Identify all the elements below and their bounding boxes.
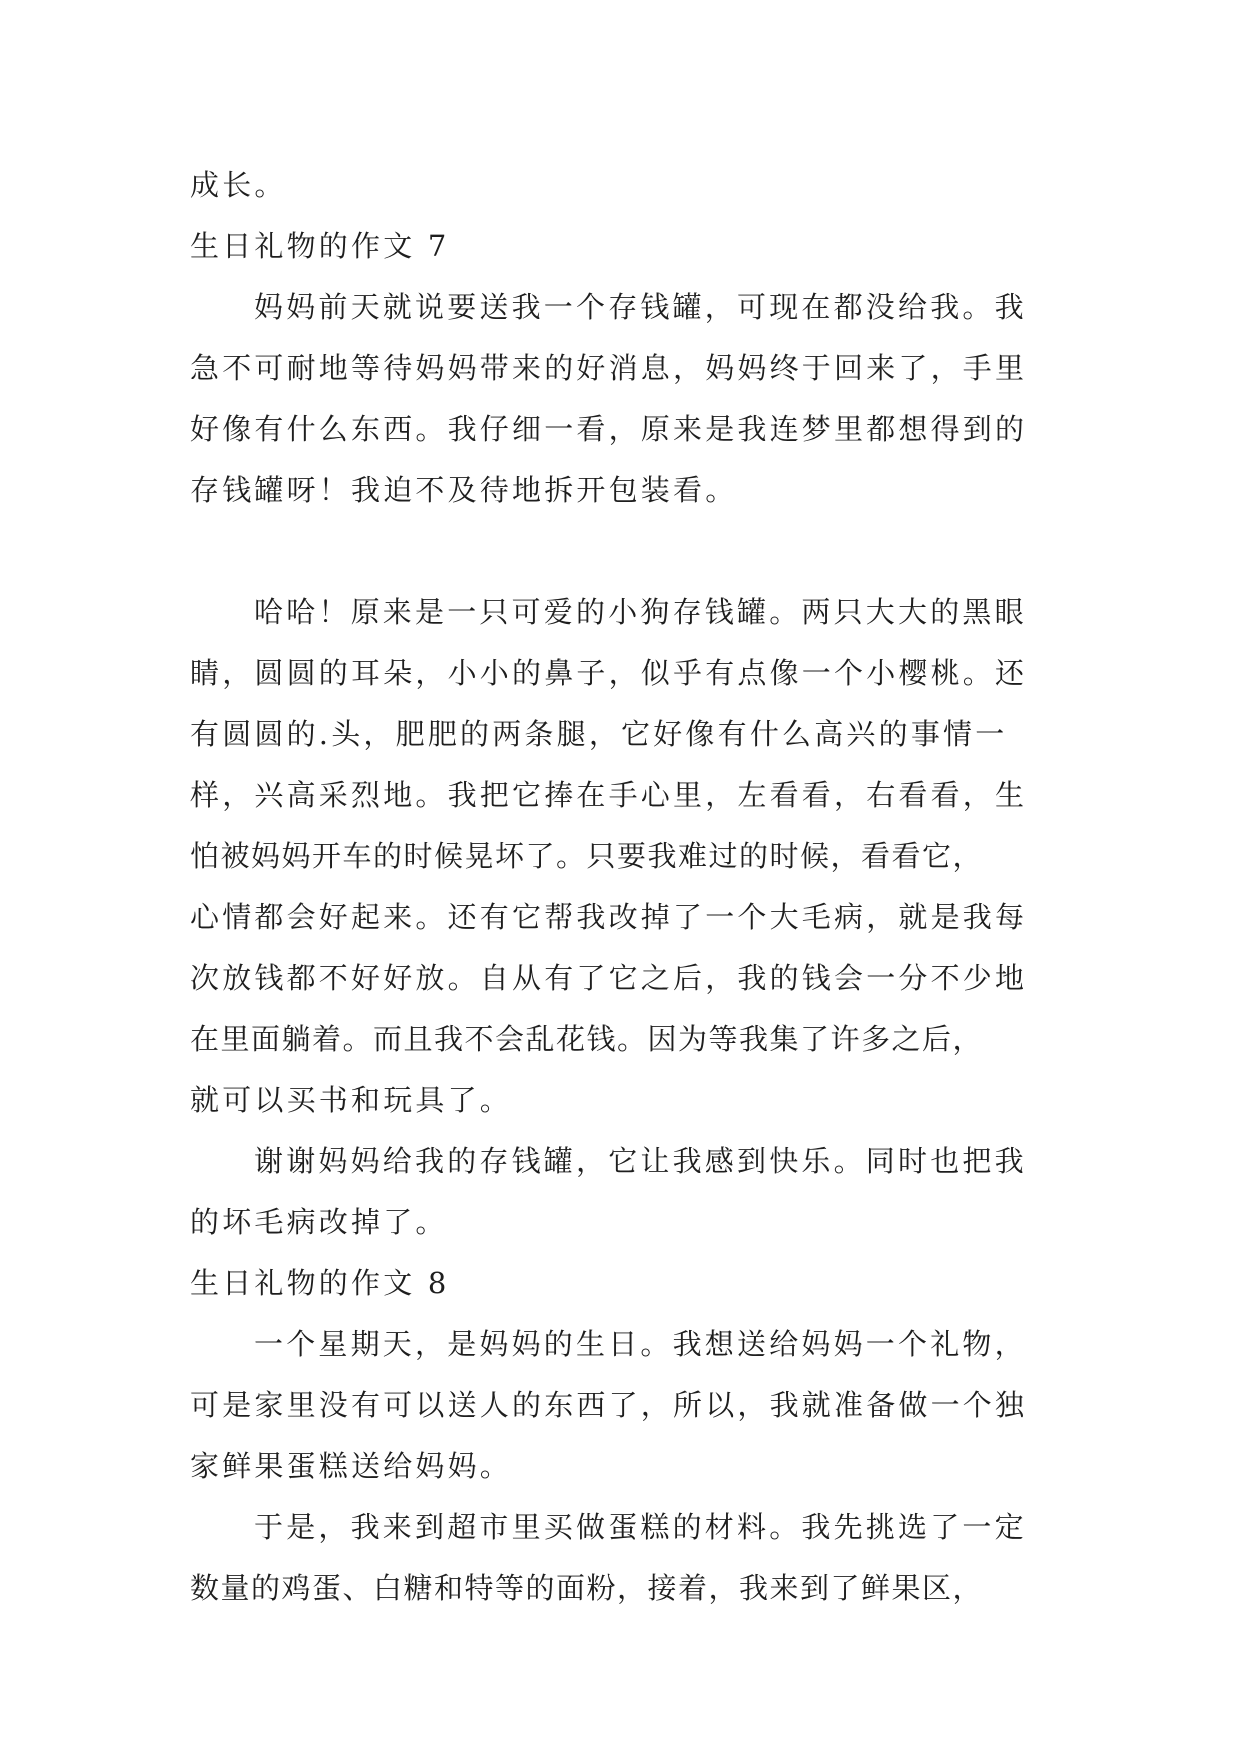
- text-line: 心情都会好起来。还有它帮我改掉了一个大毛病，就是我每: [190, 900, 1028, 934]
- section-heading-8: 生日礼物的作文 8: [190, 1266, 450, 1300]
- document-page: [190, 155, 1070, 1619]
- text-line: 家鲜果蛋糕送给妈妈。: [190, 1449, 513, 1483]
- text-line: 有圆圆的.头，肥肥的两条腿，它好像有什么高兴的事情一: [190, 717, 1008, 751]
- text-line: 睛，圆圆的耳朵，小小的鼻子，似乎有点像一个小樱桃。还: [190, 656, 1028, 690]
- text-line: 样，兴高采烈地。我把它捧在手心里，左看看，右看看，生: [190, 778, 1028, 812]
- paragraph: [190, 1131, 1070, 1253]
- text-line: 就可以买书和玩具了。: [190, 1083, 513, 1117]
- text-line: 妈妈前天就说要送我一个存钱罐，可现在都没给我。我: [254, 290, 1027, 324]
- text-line: 哈哈！原来是一只可爱的小狗存钱罐。两只大大的黑眼: [254, 595, 1027, 629]
- blank-line: [190, 521, 1070, 582]
- text-line: 谢谢妈妈给我的存钱罐，它让我感到快乐。同时也把我: [254, 1144, 1027, 1178]
- paragraph: [190, 1497, 1070, 1619]
- section-heading-7: 生日礼物的作文 7: [190, 229, 450, 263]
- text-line: 于是，我来到超市里买做蛋糕的材料。我先挑选了一定: [254, 1510, 1027, 1544]
- text-line: 数量的鸡蛋、白糖和特等的面粉，接着，我来到了鲜果区，: [190, 1571, 984, 1605]
- paragraph: [190, 582, 1070, 1131]
- text-line: 成长。: [190, 168, 287, 202]
- text-line: 一个星期天，是妈妈的生日。我想送给妈妈一个礼物，: [254, 1327, 1027, 1361]
- text-line: 怕被妈妈开车的时候晃坏了。只要我难过的时候，看看它，: [190, 839, 984, 873]
- text-line: 急不可耐地等待妈妈带来的好消息，妈妈终于回来了，手里: [190, 351, 1028, 385]
- paragraph: [190, 1314, 1070, 1497]
- text-line: 可是家里没有可以送人的东西了，所以，我就准备做一个独: [190, 1388, 1028, 1422]
- text-line: 的坏毛病改掉了。: [190, 1205, 448, 1239]
- paragraph: [190, 277, 1070, 521]
- text-line: 存钱罐呀！我迫不及待地拆开包装看。: [190, 473, 738, 507]
- text-line: 次放钱都不好好放。自从有了它之后，我的钱会一分不少地: [190, 961, 1028, 995]
- text-line: 好像有什么东西。我仔细一看，原来是我连梦里都想得到的: [190, 412, 1028, 446]
- text-line: 在里面躺着。而且我不会乱花钱。因为等我集了许多之后，: [190, 1022, 984, 1056]
